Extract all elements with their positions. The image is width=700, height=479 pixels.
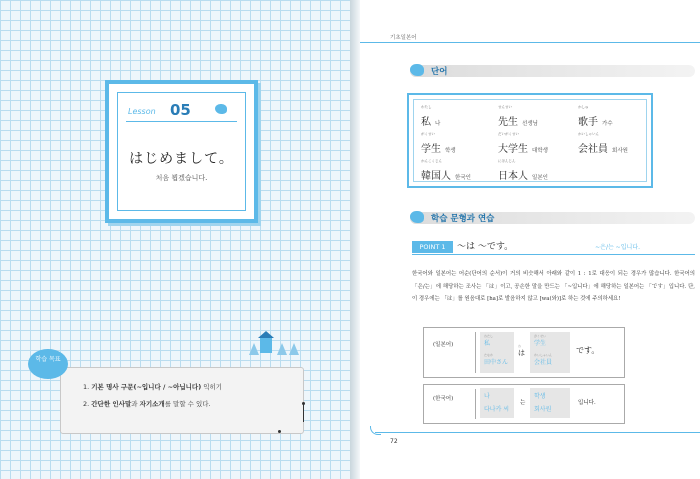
subject-option: 나 — [484, 393, 490, 400]
house-icon — [260, 337, 272, 353]
vocab-item: がくせい 学生 학생 — [421, 132, 456, 155]
section-title-vocabulary: 단어 — [431, 67, 448, 77]
point-meaning: ~은/는 ~입니다. — [595, 244, 640, 251]
pattern-language-label: (일본어) — [433, 342, 454, 348]
learning-goals-box — [60, 367, 304, 434]
lesson-divider — [126, 121, 237, 122]
pattern-ending: です。 — [576, 346, 600, 355]
tree-icon — [277, 343, 287, 355]
lesson-title: はじめまして。 — [129, 151, 234, 167]
bird-icon — [410, 64, 424, 76]
lesson-number: 05 — [170, 101, 191, 119]
page-number: 72 — [390, 438, 398, 445]
explanation-paragraph: 한국어와 일본어는 어순(단어의 순서)이 거의 비슷해서 아래와 같이 1 : 1로 대응이 되는 경우가 많습니다. 한국어의 「은/는」에 해당하는 조사는 「は」이고, 공손한 말을 만드는 「~입니다」에 해당하는 일본어는 「です」입니다. 단, 이 경우에는 「は」를 원음대로 [ha]로 발음하지 않고 [wa(와)]로 하는 것에 주의하세요! — [412, 271, 695, 302]
lesson-card-inner-frame — [117, 92, 246, 211]
subject-option: たなか 田中さん — [484, 353, 509, 366]
particle: 는 — [520, 400, 526, 406]
predicate-option: 회사원 — [534, 406, 552, 413]
subject-option: わたし 私 — [484, 334, 494, 347]
pattern-ending: 입니다. — [578, 400, 596, 406]
vocab-item: だいがくせい 大学生 대학생 — [498, 132, 548, 155]
pattern-divider — [475, 389, 476, 419]
connector-dot — [278, 430, 281, 433]
subject-option: 다나카 씨 — [484, 406, 510, 413]
tree-icon — [249, 343, 259, 355]
vocab-item: にほんじん 日本人 일본인 — [498, 159, 548, 182]
vocab-item: かんこくじん 韓国人 한국인 — [421, 159, 471, 182]
header-rule — [360, 42, 700, 43]
footer-curve — [370, 426, 381, 435]
predicate-option: 학생 — [534, 393, 546, 400]
predicate-option: がくせい 学生 — [534, 334, 547, 347]
vocab-item: かいしゃいん 会社員 회사원 — [578, 132, 628, 155]
pattern-language-label: (한국어) — [433, 396, 454, 402]
footer-rule — [375, 432, 700, 433]
pattern-divider — [475, 332, 476, 373]
point-badge: POINT 1 — [412, 241, 453, 253]
lesson-card — [105, 80, 258, 223]
point-underline — [412, 254, 695, 255]
vocab-item: わたし 私 나 — [421, 105, 441, 128]
section-title-patterns: 학습 문형과 연습 — [431, 214, 495, 224]
predicate-option: かいしゃいん 会社員 — [534, 353, 553, 366]
particle: わ は — [518, 344, 525, 357]
japanese-pattern-box — [423, 327, 625, 378]
running-head: 기초일본어 — [390, 35, 417, 41]
right-page — [360, 0, 700, 479]
goals-connector-line — [303, 404, 304, 422]
learning-goals-badge: 학습 목표 — [28, 349, 68, 379]
lesson-tag: Lesson — [128, 107, 156, 116]
tree-icon — [289, 343, 299, 355]
vocab-item: せんせい 先生 선생님 — [498, 105, 538, 128]
goal-item-2: 2. 간단한 인사말과 자기소개를 말할 수 있다. — [83, 400, 211, 408]
page-gutter — [350, 0, 360, 479]
vocab-item: かしゅ 歌手 가수 — [578, 105, 613, 128]
bird-icon — [215, 104, 227, 114]
vocabulary-box — [407, 93, 653, 188]
point-title: ～は ～です。 — [457, 242, 514, 252]
connector-dot — [302, 402, 305, 405]
bird-icon — [410, 211, 424, 223]
korean-pattern-box — [423, 384, 625, 424]
section-bar-vocabulary — [410, 65, 695, 77]
lesson-subtitle: 처음 뵙겠습니다. — [155, 174, 208, 182]
goal-item-1: 1. 기본 명사 구문(~입니다 / ~아닙니다) 익히기 — [83, 383, 223, 391]
